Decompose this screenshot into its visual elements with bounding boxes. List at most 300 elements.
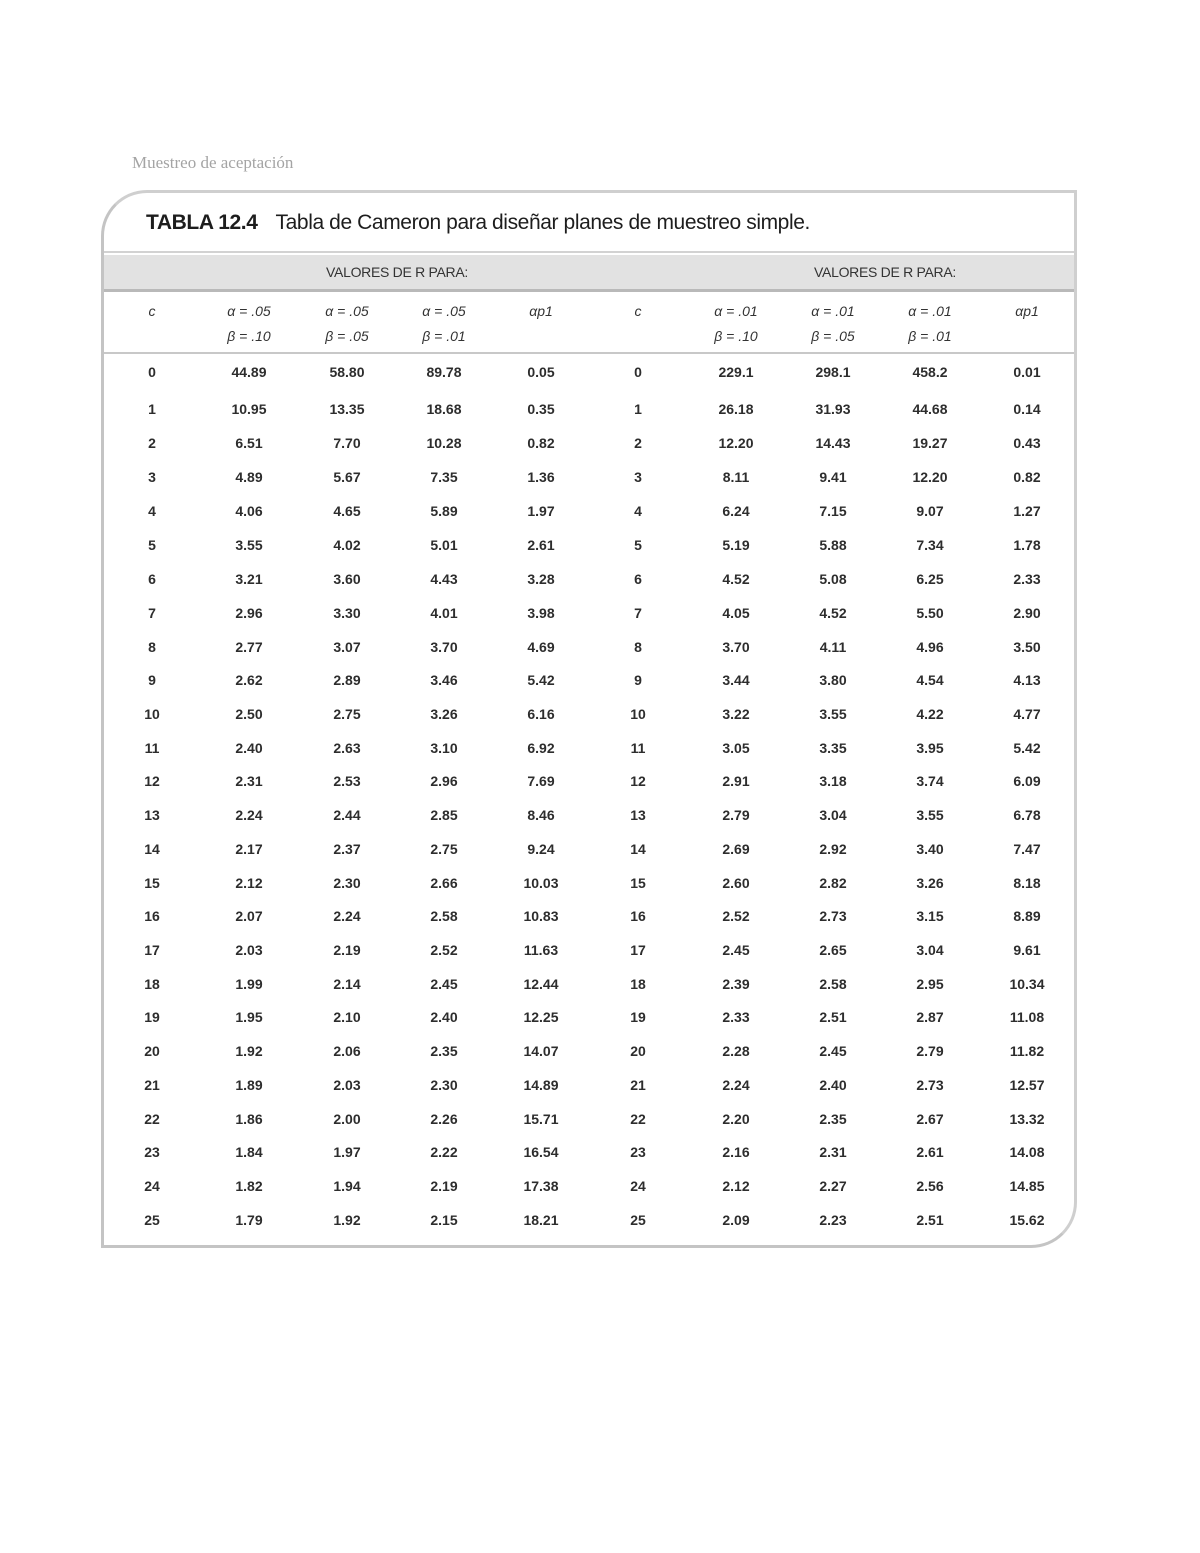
table-cell: 4.22 [916, 706, 944, 722]
table-cell: 2.50 [235, 706, 263, 722]
table-cell: 4.89 [235, 469, 263, 485]
table-cell: 3 [634, 469, 642, 485]
table-cell: 24 [630, 1178, 646, 1194]
table-cell: 2.30 [333, 875, 361, 891]
table-cell: 2.75 [333, 706, 361, 722]
table-cell: 3.80 [819, 672, 847, 688]
column-header-line1: αp1 [1015, 303, 1039, 319]
table-cell: 2.67 [916, 1111, 944, 1127]
table-cell: 22 [144, 1111, 160, 1127]
table-cell: 9 [148, 672, 156, 688]
table-row [104, 494, 1074, 528]
column-header-2 [302, 299, 392, 349]
table-cell: 14.43 [815, 435, 851, 451]
table-cell: 0.82 [1013, 469, 1041, 485]
column-header-7 [788, 299, 878, 349]
caption-divider [104, 251, 1074, 253]
table-cell: 6.09 [1013, 773, 1041, 789]
table-row [104, 630, 1074, 664]
column-header-line1: c [148, 303, 156, 319]
table-row [104, 596, 1074, 630]
table-row [104, 933, 1074, 967]
table-cell: 18 [144, 976, 160, 992]
table-cell: 8.89 [1013, 908, 1041, 924]
table-cell: 2.63 [333, 740, 361, 756]
table-cell: 3.70 [722, 639, 750, 655]
table-cell: 2.96 [235, 605, 263, 621]
table-cell: 2.53 [333, 773, 361, 789]
table-cell: 2.45 [819, 1043, 847, 1059]
table-cell: 2.20 [722, 1111, 750, 1127]
table-cell: 2.79 [916, 1043, 944, 1059]
table-cell: 13.32 [1009, 1111, 1045, 1127]
table-cell: 58.80 [329, 364, 365, 380]
table-cell: 10.34 [1009, 976, 1045, 992]
table-cell: 1.84 [235, 1144, 263, 1160]
table-cell: 4.69 [527, 639, 555, 655]
table-cell: 6.24 [722, 503, 750, 519]
table-cell: 3.35 [819, 740, 847, 756]
table-cell: 31.93 [815, 401, 851, 417]
table-cell: 2 [634, 435, 642, 451]
table-cell: 2.24 [722, 1077, 750, 1093]
table-cell: 2.89 [333, 672, 361, 688]
table-cell: 7 [148, 605, 156, 621]
table-cell: 20 [630, 1043, 646, 1059]
table-cell: 8.18 [1013, 875, 1041, 891]
table-cell: 6.25 [916, 571, 944, 587]
table-row [104, 697, 1074, 731]
table-cell: 1.79 [235, 1212, 263, 1228]
table-cell: 23 [144, 1144, 160, 1160]
table-cell: 2.66 [430, 875, 458, 891]
table-cell: 25 [630, 1212, 646, 1228]
table-cell: 4.52 [819, 605, 847, 621]
column-header-line2: β = .05 [811, 328, 855, 344]
table-cell: 20 [144, 1043, 160, 1059]
table-cell: 26.18 [718, 401, 754, 417]
table-cell: 2.27 [819, 1178, 847, 1194]
group-header-left: VALORES DE R PARA: [326, 264, 468, 280]
table-cell: 2.19 [430, 1178, 458, 1194]
table-cell: 3.40 [916, 841, 944, 857]
table-cell: 12.57 [1009, 1077, 1045, 1093]
table-cell: 3.55 [819, 706, 847, 722]
table-cell: 3.55 [916, 807, 944, 823]
table-cell: 23 [630, 1144, 646, 1160]
table-cell: 16.54 [523, 1144, 559, 1160]
table-cell: 7.35 [430, 469, 458, 485]
table-row [104, 731, 1074, 765]
table-cell: 0.82 [527, 435, 555, 451]
table-cell: 2.60 [722, 875, 750, 891]
table-cell: 3.04 [819, 807, 847, 823]
table-cell: 2.62 [235, 672, 263, 688]
table-cell: 2.31 [235, 773, 263, 789]
table-cell: 2.26 [430, 1111, 458, 1127]
table-cell: 1.94 [333, 1178, 361, 1194]
table-title: Tabla de Cameron para diseñar planes de muestreo simple. [275, 211, 810, 234]
table-cell: 15 [630, 875, 646, 891]
table-cell: 2.73 [916, 1077, 944, 1093]
table-cell: 13 [144, 807, 160, 823]
table-cell: 6 [634, 571, 642, 587]
table-cell: 2.92 [819, 841, 847, 857]
table-cell: 0 [634, 364, 642, 380]
table-cell: 2.45 [722, 942, 750, 958]
table-cell: 298.1 [815, 364, 851, 380]
table-cell: 0 [148, 364, 156, 380]
table-cell: 18 [630, 976, 646, 992]
table-cell: 1.27 [1013, 503, 1041, 519]
column-header-6 [691, 299, 781, 349]
table-cell: 2.85 [430, 807, 458, 823]
column-header-9 [982, 299, 1072, 324]
table-cell: 5.19 [722, 537, 750, 553]
table-cell: 2.03 [235, 942, 263, 958]
table-cell: 0.14 [1013, 401, 1041, 417]
table-row [104, 798, 1074, 832]
table-row [104, 426, 1074, 460]
table-cell: 5.01 [430, 537, 458, 553]
table-cell: 2.09 [722, 1212, 750, 1228]
table-cell: 3.74 [916, 773, 944, 789]
table-cell: 3.26 [916, 875, 944, 891]
column-header-line1: αp1 [529, 303, 553, 319]
table-cell: 3.70 [430, 639, 458, 655]
table-cell: 1.92 [333, 1212, 361, 1228]
table-cell: 22 [630, 1111, 646, 1127]
table-cell: 2.95 [916, 976, 944, 992]
table-cell: 11 [630, 740, 646, 756]
table-row [104, 899, 1074, 933]
table-cell: 9.61 [1013, 942, 1041, 958]
table-cell: 15.71 [523, 1111, 559, 1127]
column-header-line2: β = .10 [227, 328, 271, 344]
table-cell: 5 [634, 537, 642, 553]
table-cell: 458.2 [912, 364, 948, 380]
table-cell: 6.78 [1013, 807, 1041, 823]
table-caption [146, 211, 810, 235]
table-cell: 2.96 [430, 773, 458, 789]
table-cell: 2.37 [333, 841, 361, 857]
table-cell: 10 [630, 706, 646, 722]
table-number: TABLA 12.4 [146, 211, 258, 234]
table-cell: 12.20 [718, 435, 754, 451]
table-cell: 7.69 [527, 773, 555, 789]
table-cell: 44.68 [912, 401, 948, 417]
table-cell: 4.13 [1013, 672, 1041, 688]
table-cell: 2.44 [333, 807, 361, 823]
table-cell: 10.28 [426, 435, 462, 451]
table-cell: 17.38 [523, 1178, 559, 1194]
table-cell: 2.51 [819, 1009, 847, 1025]
table-cell: 14.85 [1009, 1178, 1045, 1194]
table-cell: 2.33 [722, 1009, 750, 1025]
table-cell: 1.99 [235, 976, 263, 992]
table-cell: 2.06 [333, 1043, 361, 1059]
column-header-0 [107, 299, 197, 324]
table-cell: 6 [148, 571, 156, 587]
table-cell: 5.88 [819, 537, 847, 553]
table-cell: 0.05 [527, 364, 555, 380]
table-cell: 2.90 [1013, 605, 1041, 621]
table-cell: 1.97 [527, 503, 555, 519]
table-cell: 2.40 [430, 1009, 458, 1025]
table-cell: 1.89 [235, 1077, 263, 1093]
table-cell: 2.07 [235, 908, 263, 924]
table-cell: 3.05 [722, 740, 750, 756]
table-cell: 6.51 [235, 435, 263, 451]
column-header-8 [885, 299, 975, 349]
table-row [104, 355, 1074, 389]
table-cell: 1.78 [1013, 537, 1041, 553]
table-row [104, 528, 1074, 562]
table-cell: 5 [148, 537, 156, 553]
table-cell: 5.89 [430, 503, 458, 519]
table-cell: 2.15 [430, 1212, 458, 1228]
table-cell: 2.52 [722, 908, 750, 924]
table-cell: 1 [634, 401, 642, 417]
table-cell: 14.08 [1009, 1144, 1045, 1160]
group-header-band [104, 255, 1074, 292]
table-row [104, 764, 1074, 798]
table-cell: 2.61 [527, 537, 555, 553]
table-cell: 0.43 [1013, 435, 1041, 451]
table-cell: 8 [148, 639, 156, 655]
table-cell: 1.86 [235, 1111, 263, 1127]
table-cell: 2.61 [916, 1144, 944, 1160]
table-cell: 21 [630, 1077, 646, 1093]
table-cell: 5.42 [527, 672, 555, 688]
table-row [104, 1068, 1074, 1102]
table-cell: 2.45 [430, 976, 458, 992]
table-cell: 2.16 [722, 1144, 750, 1160]
table-cell: 3.98 [527, 605, 555, 621]
table-row [104, 1000, 1074, 1034]
table-cell: 2.82 [819, 875, 847, 891]
table-cell: 3.28 [527, 571, 555, 587]
cameron-table [101, 190, 1077, 1248]
table-cell: 12 [630, 773, 646, 789]
table-cell: 1.95 [235, 1009, 263, 1025]
table-cell: 19.27 [912, 435, 948, 451]
table-cell: 12.20 [912, 469, 948, 485]
table-cell: 3.21 [235, 571, 263, 587]
table-cell: 14.07 [523, 1043, 559, 1059]
table-cell: 2.52 [430, 942, 458, 958]
table-cell: 2.00 [333, 1111, 361, 1127]
table-cell: 3.30 [333, 605, 361, 621]
table-cell: 229.1 [718, 364, 754, 380]
table-cell: 19 [630, 1009, 646, 1025]
table-cell: 3.18 [819, 773, 847, 789]
table-cell: 2.35 [819, 1111, 847, 1127]
column-header-line2: β = .01 [422, 328, 466, 344]
table-cell: 6.16 [527, 706, 555, 722]
column-header-line1: α = .05 [325, 303, 369, 319]
table-cell: 0.01 [1013, 364, 1041, 380]
table-cell: 2.03 [333, 1077, 361, 1093]
table-cell: 2.51 [916, 1212, 944, 1228]
table-cell: 7.34 [916, 537, 944, 553]
table-cell: 2.19 [333, 942, 361, 958]
table-cell: 4.05 [722, 605, 750, 621]
table-cell: 2.17 [235, 841, 263, 857]
table-cell: 8.11 [722, 469, 750, 485]
table-cell: 3.95 [916, 740, 944, 756]
table-cell: 2.31 [819, 1144, 847, 1160]
table-row [104, 832, 1074, 866]
table-cell: 10.03 [523, 875, 559, 891]
table-cell: 2.79 [722, 807, 750, 823]
table-cell: 9.41 [819, 469, 847, 485]
column-header-line2: β = .01 [908, 328, 952, 344]
table-cell: 2.12 [722, 1178, 750, 1194]
group-header-right: VALORES DE R PARA: [814, 264, 956, 280]
table-cell: 3.44 [722, 672, 750, 688]
table-cell: 3 [148, 469, 156, 485]
table-cell: 8 [634, 639, 642, 655]
table-cell: 3.10 [430, 740, 458, 756]
table-cell: 12 [144, 773, 160, 789]
table-cell: 14 [144, 841, 160, 857]
column-header-line1: α = .01 [811, 303, 855, 319]
column-header-line1: α = .01 [714, 303, 758, 319]
table-cell: 3.50 [1013, 639, 1041, 655]
table-cell: 3.60 [333, 571, 361, 587]
table-cell: 15.62 [1009, 1212, 1045, 1228]
table-cell: 2.87 [916, 1009, 944, 1025]
table-cell: 2.28 [722, 1043, 750, 1059]
table-cell: 2.22 [430, 1144, 458, 1160]
table-cell: 5.50 [916, 605, 944, 621]
table-cell: 11 [144, 740, 160, 756]
table-cell: 1 [148, 401, 156, 417]
table-cell: 2.91 [722, 773, 750, 789]
table-cell: 5.42 [1013, 740, 1041, 756]
table-cell: 4.01 [430, 605, 458, 621]
table-cell: 3.22 [722, 706, 750, 722]
table-cell: 4.52 [722, 571, 750, 587]
table-cell: 4.65 [333, 503, 361, 519]
table-cell: 6.92 [527, 740, 555, 756]
table-cell: 3.15 [916, 908, 944, 924]
table-cell: 2.69 [722, 841, 750, 857]
table-cell: 2 [148, 435, 156, 451]
table-cell: 2.14 [333, 976, 361, 992]
table-cell: 3.46 [430, 672, 458, 688]
table-row [104, 392, 1074, 426]
column-header-1 [204, 299, 294, 349]
table-cell: 18.21 [523, 1212, 559, 1228]
table-cell: 2.75 [430, 841, 458, 857]
column-header-line1: α = .05 [422, 303, 466, 319]
column-header-line2: β = .10 [714, 328, 758, 344]
table-cell: 2.12 [235, 875, 263, 891]
table-cell: 16 [144, 908, 160, 924]
table-cell: 9.24 [527, 841, 555, 857]
table-cell: 9 [634, 672, 642, 688]
table-row [104, 1135, 1074, 1169]
table-cell: 10.95 [231, 401, 267, 417]
table-cell: 2.73 [819, 908, 847, 924]
table-cell: 2.65 [819, 942, 847, 958]
table-cell: 9.07 [916, 503, 944, 519]
table-cell: 7.47 [1013, 841, 1041, 857]
table-cell: 0.35 [527, 401, 555, 417]
table-cell: 2.39 [722, 976, 750, 992]
table-cell: 10.83 [523, 908, 559, 924]
table-cell: 7 [634, 605, 642, 621]
table-cell: 2.40 [235, 740, 263, 756]
table-cell: 13.35 [329, 401, 365, 417]
table-row [104, 967, 1074, 1001]
table-cell: 1.36 [527, 469, 555, 485]
table-row [104, 1102, 1074, 1136]
table-cell: 1.97 [333, 1144, 361, 1160]
table-cell: 5.08 [819, 571, 847, 587]
table-cell: 4 [634, 503, 642, 519]
table-row [104, 663, 1074, 697]
table-row [104, 460, 1074, 494]
column-header-5 [593, 299, 683, 324]
table-cell: 24 [144, 1178, 160, 1194]
table-cell: 11.08 [1009, 1009, 1045, 1025]
table-cell: 2.40 [819, 1077, 847, 1093]
table-cell: 17 [144, 942, 160, 958]
table-cell: 2.30 [430, 1077, 458, 1093]
table-row [104, 1203, 1074, 1237]
table-cell: 10 [144, 706, 160, 722]
table-cell: 1.92 [235, 1043, 263, 1059]
table-cell: 4 [148, 503, 156, 519]
table-cell: 21 [144, 1077, 160, 1093]
table-cell: 2.24 [333, 908, 361, 924]
table-cell: 4.96 [916, 639, 944, 655]
table-cell: 4.02 [333, 537, 361, 553]
running-head: Muestreo de aceptación [132, 153, 294, 172]
table-cell: 19 [144, 1009, 160, 1025]
table-cell: 4.54 [916, 672, 944, 688]
table-cell: 4.06 [235, 503, 263, 519]
table-cell: 2.58 [819, 976, 847, 992]
table-cell: 3.26 [430, 706, 458, 722]
table-row [104, 866, 1074, 900]
table-cell: 14 [630, 841, 646, 857]
table-cell: 11.82 [1009, 1043, 1045, 1059]
table-cell: 1.82 [235, 1178, 263, 1194]
table-cell: 89.78 [426, 364, 462, 380]
table-cell: 2.33 [1013, 571, 1041, 587]
table-cell: 5.67 [333, 469, 361, 485]
table-cell: 2.35 [430, 1043, 458, 1059]
table-cell: 13 [630, 807, 646, 823]
table-cell: 3.55 [235, 537, 263, 553]
table-cell: 4.77 [1013, 706, 1041, 722]
column-header-4 [496, 299, 586, 324]
column-header-3 [399, 299, 489, 349]
table-cell: 12.44 [523, 976, 559, 992]
table-row [104, 1034, 1074, 1068]
table-cell: 2.77 [235, 639, 263, 655]
table-cell: 3.07 [333, 639, 361, 655]
table-cell: 2.56 [916, 1178, 944, 1194]
column-header-line1: c [634, 303, 642, 319]
table-row [104, 1169, 1074, 1203]
table-cell: 18.68 [426, 401, 462, 417]
table-cell: 11.63 [523, 942, 559, 958]
